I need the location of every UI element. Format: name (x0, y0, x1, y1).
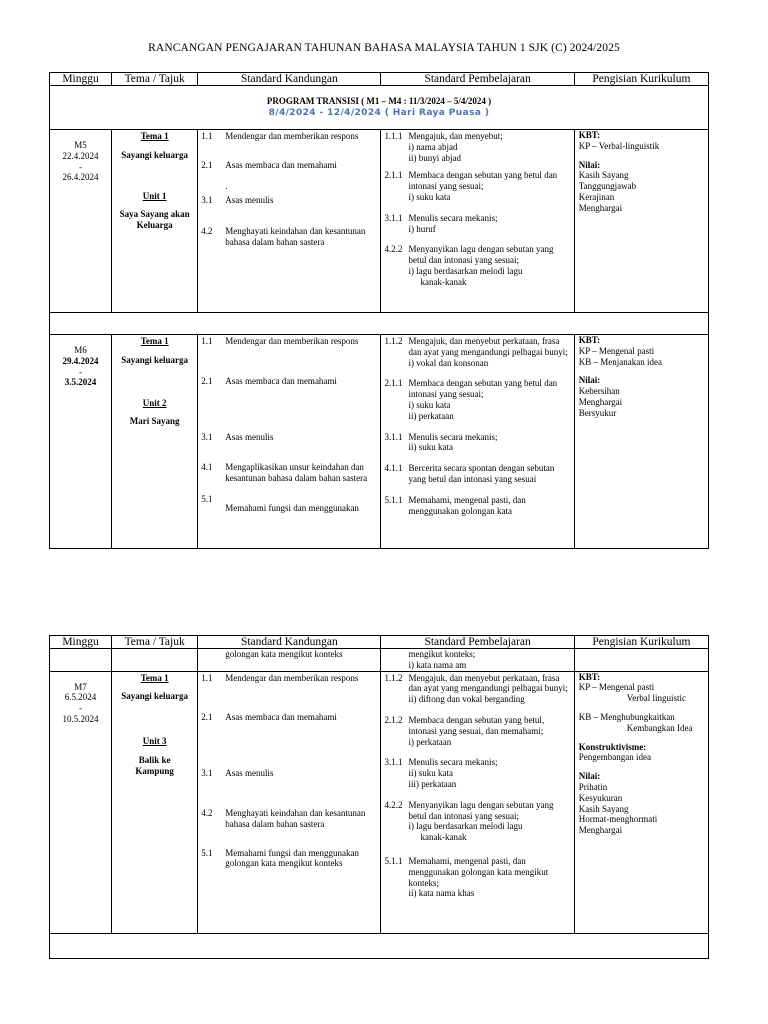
header-standard-kandungan: Standard Kandungan (198, 636, 381, 649)
program-transisi-row (50, 86, 709, 130)
hari-raya-text: 8/4/2024 - 12/4/2024 ( Hari Raya Puasa ) (268, 107, 490, 118)
week-end: 3.5.2024 (64, 377, 97, 388)
sp-item: 1.1.2 Mengajuk, dan menyebut perkataan, frasa dan ayat yang mengandungi pelbagai bunyi; i) vokal dan konsonan (384, 336, 568, 368)
unit-label: Unit 1 (142, 190, 167, 201)
week-start: 29.4.2024 (62, 355, 99, 366)
tema-label: Tema 1 (140, 672, 169, 683)
sp-item: 3.1.1 Menulis secara mekanis; ii) suku kata (384, 431, 498, 453)
tema-name: Sayangi keluarga (121, 354, 189, 365)
header-standard-kandungan: Standard Kandungan (198, 73, 381, 86)
sp-item: 4.2.2 Menyanyikan lagu dengan sebutan yang betul dan intonasi yang sesuai; i) lagu berdasarkan melodi lagu kanak-kanak (384, 799, 554, 843)
theme-cell (112, 335, 198, 549)
sp-item: 3.1.1 Menulis secara mekanis; ii) suku kata iii) perkataan (384, 757, 498, 789)
standard-kandungan-cell (198, 130, 381, 313)
week-row-m7 (50, 671, 709, 933)
kurikulum-cell: KBT: KP – Mengenal pasti KB – Menjanakan idea Nilai: Kebersihan Menghargai Bersyukur (574, 335, 708, 549)
sp-item: 1.1.1 Mengajuk, dan menyebut; i) nama abjad ii) bunyi abjad (384, 131, 503, 163)
header-minggu: Minggu (50, 636, 112, 649)
standard-pembelajaran-cell (381, 130, 574, 313)
header-tema: Tema / Tajuk (112, 73, 198, 86)
sp-item: 3.1.1 Menulis secara mekanis; i) huruf (384, 212, 498, 234)
standard-pembelajaran-cell (381, 335, 574, 549)
standard-kandungan-cell (198, 335, 381, 549)
header-minggu: Minggu (50, 73, 112, 86)
week-row-m5 (50, 130, 709, 313)
sp-item: 2.1.1 Membaca dengan sebutan yang betul dan intonasi yang sesuai; i) suku kata ii) perkataan (384, 378, 558, 421)
sk-item: 4.2 Menghayati keindahan dan kesantunan bahasa dalam bahan sastera (201, 807, 366, 829)
theme-cell (112, 130, 198, 313)
sk-item: 5.1 Memahami fungsi dan menggunakan (201, 493, 359, 513)
sk-item: 2.1 Asas membaca dan memahami (201, 159, 337, 170)
continued-sp-line: i) kata nama am (408, 659, 467, 670)
sp-item: 5.1.1 Memahami, mengenal pasti, dan menggunakan golongan kata mengikut konteks; ii) kata nama khas (384, 855, 549, 899)
week-cell (50, 335, 112, 549)
tema-label: Tema 1 (140, 336, 169, 346)
theme-cell (112, 671, 198, 933)
week-dash: - (79, 703, 83, 714)
week-cell (50, 130, 112, 313)
header-standard-pembelajaran: Standard Pembelajaran (381, 636, 574, 649)
sp-item: 1.1.2 Mengajuk, dan menyebut perkataan, frasa dan ayat yang mengandungi pelbagai bunyi; ii) diftong dan vokal berganding (384, 672, 568, 705)
week-row-m6 (50, 335, 709, 549)
header-pengisian-kurikulum: Pengisian Kurikulum (574, 73, 708, 86)
sk-item: 5.1 Memahami fungsi dan menggunakan golongan kata mengikut konteks (201, 847, 359, 869)
sp-item: 4.2.2 Menyanyikan lagu dengan sebutan yang betul dan intonasi yang sesuai; i) lagu berdasarkan melodi lagu kanak-kanak (384, 244, 554, 287)
sk-item: 3.1 Asas menulis (201, 431, 274, 442)
tema-name: Sayangi keluarga (121, 149, 189, 160)
continued-sk-text: golongan kata mengikut konteks (225, 649, 343, 659)
header-standard-pembelajaran: Standard Pembelajaran (381, 73, 574, 86)
tema-label: Tema 1 (140, 131, 169, 141)
sp-item: 2.1.2 Membaca dengan sebutan yang betul, intonasi yang sesuai, dan memahami; i) perkataan (384, 714, 545, 747)
blank-row (50, 313, 709, 335)
sk-item: 4.1 Mengaplikasikan unsur keindahan dan kesantunan bahasa dalam bahan sastera (201, 462, 368, 484)
unit-name: Balik ke Kampung (135, 754, 174, 776)
standard-kandungan-cell (198, 671, 381, 933)
sk-item: 3.1 Asas menulis (201, 768, 274, 779)
sk-item: 4.2 Menghayati keindahan dan kesantunan bahasa dalam bahan sastera (201, 226, 366, 247)
sp-item: 4.1.1 Bercerita secara spontan dengan sebutan yang betul dan intonasi yang sesuai (384, 463, 555, 484)
sk-item: 2.1 Asas membaca dan memahami (201, 712, 337, 723)
tema-name: Sayangi keluarga (121, 691, 189, 702)
week-number: M6 (74, 345, 87, 355)
table-header-row (50, 73, 709, 86)
unit-label: Unit 3 (142, 736, 167, 747)
week-start: 6.5.2024 (64, 692, 97, 703)
header-pengisian-kurikulum: Pengisian Kurikulum (574, 636, 708, 649)
unit-name: Saya Sayang akan Keluarga (119, 209, 190, 231)
week-number: M5 (74, 140, 87, 150)
kurikulum-cell: KBT: KP – Verbal-linguistik Nilai: Kasih Sayang Tanggungjawab Kerajinan Menghargai (574, 130, 708, 313)
sk-item: 2.1 Asas membaca dan memahami (201, 375, 337, 386)
continued-sp-line: mengikut konteks; (408, 649, 476, 659)
week-cell (50, 671, 112, 933)
document-title: RANCANGAN PENGAJARAN TAHUNAN BAHASA MALAYSIA TAHUN 1 SJK (C) 2024/2025 (148, 42, 620, 54)
week-number: M7 (74, 681, 87, 692)
program-transisi-text: PROGRAM TRANSISI ( M1 – M4 : 11/3/2024 – 5/4/2024 ) (266, 96, 492, 106)
week-dash: - (79, 161, 83, 172)
table-header-row (50, 636, 709, 649)
blank-row (50, 933, 709, 958)
plan-table-page1 (49, 72, 709, 549)
unit-label: Unit 2 (142, 397, 167, 408)
continuation-row (50, 649, 709, 672)
sk-item: 1.1 Mendengar dan memberikan respons (201, 336, 359, 346)
week-end: 10.5.2024 (62, 713, 99, 724)
unit-name: Mari Sayang (129, 416, 180, 427)
week-dash: - (79, 366, 83, 377)
kurikulum-cell: KBT: KP – Mengenal pasti Verbal linguistic KB – Menghubungkaitkan Kembangkan Idea Konstruktivisme: Pengembangan idea Nilai: Prihatin Kesyukuran Kasih Sayang Hormat-menghormati Menghargai (574, 671, 708, 933)
sp-item: 5.1.1 Memahami, mengenal pasti, dan menggunakan golongan kata (384, 494, 526, 516)
sk-item: 1.1 Mendengar dan memberikan respons (201, 131, 359, 141)
sk-item: 1.1 Mendengar dan memberikan respons (201, 672, 359, 683)
week-start: 22.4.2024 (62, 150, 99, 161)
sp-item: 2.1.1 Membaca dengan sebutan yang betul dan intonasi yang sesuai; i) suku kata (384, 170, 558, 202)
week-end: 26.4.2024 (62, 172, 99, 183)
sk-item: 3.1 Asas menulis (201, 195, 274, 206)
plan-table-page2 (49, 635, 709, 959)
header-tema: Tema / Tajuk (112, 636, 198, 649)
sk-item: . (225, 180, 228, 191)
standard-pembelajaran-cell (381, 671, 574, 933)
